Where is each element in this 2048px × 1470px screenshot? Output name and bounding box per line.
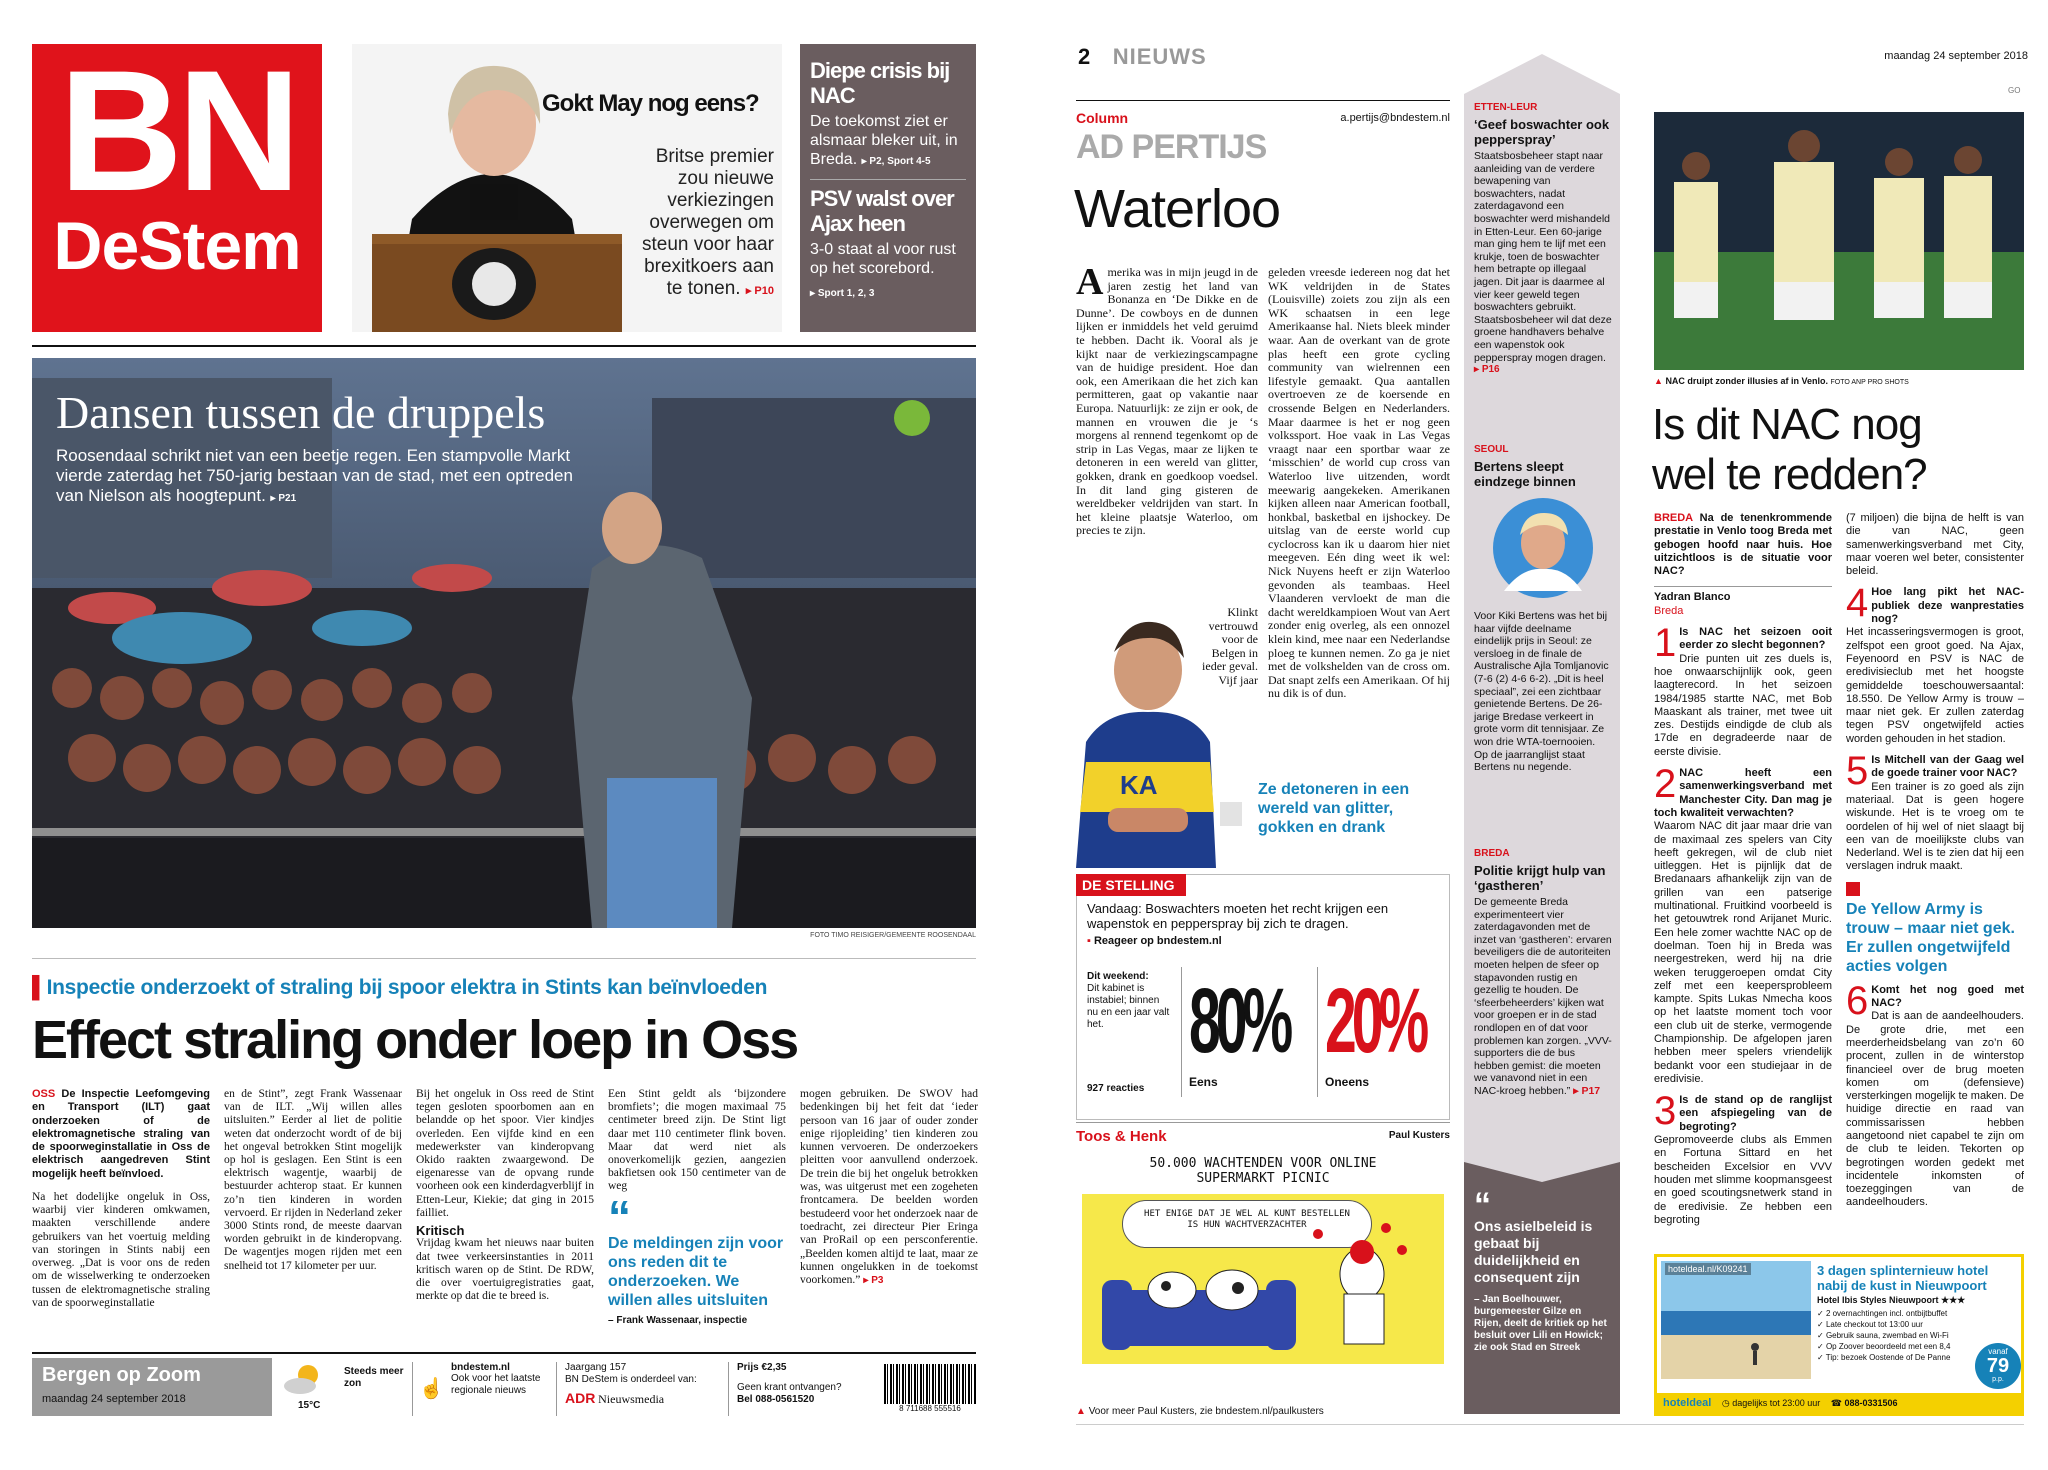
- temperature: 15°C: [298, 1400, 321, 1411]
- article-col2: en de Stint”, zegt Frank Wassenaar van de ILT. „Wij willen alles uitsluiten.” Eerder al liet de politie weten dat onderzocht wordt of de bij het ongeval betrokken Stint mogelijk op hol is geslagen. Een Stint is een elektrisch wagentje, waarbij de bestuurder achterop staat. Er kunnen zo’n tien kinderen in worden vervoerd. Er rijden in Nederland zeker 3000 Stints rond, de meeste daarvan worden gebruikt in de kinderopvang. De wagentjes mogen rijden met een snelheid tot 17 kilometer per uur.: [224, 1088, 402, 1272]
- sidebar-quote-text: Ons asielbeleid is gebaat bij duidelijkheid en consequent zijn: [1474, 1218, 1593, 1285]
- hand-pointer-icon: ☝: [419, 1378, 444, 1400]
- edition-name: Bergen op Zoom: [42, 1364, 201, 1386]
- couch-scene-image: [1082, 1194, 1444, 1364]
- column-text1: merika was in mijn jeugd in de jaren zestig het land van Bonanza en ‘De Dikke en de Dunne’. De cowboys en de dunnen lijken er inmiddels het veld geruimd te hebben. Dacht ik. Vooral als je kijkt naar de verkiezingscampagne van de huidige president. Hoe dan ook, een Amerikaan die het zich kan permitteren, gaat op vakantie naar Europa. Natuurlijk: ze zijn er ook, de mannen en vrouwen die je ‘s morgens al rennend tegenkomt op de strip in Las Vegas, maar ze lijken te detoneren in een wereld van glitter, gokken, drank en goedkoop voedsel. In dit land ging gisteren de wereldbeker veldrijden van start. In het kleine plaatsje Waterloo, om precies te zijn.: [1076, 266, 1258, 538]
- psv-teaser-title: PSV walst over Ajax heen: [810, 186, 954, 236]
- hero-photo[interactable]: [32, 358, 976, 928]
- ad-feature-text: Op Zoover beoordeeld met een 8,4: [1825, 1342, 1951, 1351]
- ad-feature-text: Late checkout tot 13:00 uur: [1825, 1320, 1923, 1329]
- nac-teaser-text: [810, 112, 966, 171]
- masthead-rule: [32, 345, 976, 347]
- stelling-react[interactable]: [1087, 935, 1439, 947]
- ad-phone: 088-0331506: [1844, 1398, 1898, 1408]
- may-ref: ▸ P10: [745, 285, 774, 297]
- website-text: Ook voor het laatste regionale nieuws: [451, 1373, 541, 1396]
- col3-subhead: Kritisch: [416, 1223, 465, 1239]
- ad-brand: hoteldeal: [1663, 1397, 1712, 1409]
- nac-col1: [1654, 512, 1832, 1232]
- comic-label: Toos & Henk: [1076, 1128, 1167, 1145]
- barcode-number: 8 711688 555516: [899, 1404, 961, 1413]
- weekend-label: Dit weekend:: [1087, 971, 1149, 982]
- caption-marker: ▲: [1654, 376, 1663, 386]
- lead-place: OSS: [32, 1088, 56, 1100]
- pullquote-block: [1220, 802, 1242, 826]
- columnist-photo: [1076, 612, 1216, 868]
- weather-box: [282, 1362, 402, 1416]
- kit-text: KA: [1120, 770, 1158, 800]
- col5-text: mogen gebruiken. De SWOV had bedenkingen bij het feit dat ‘ieder persoon van 16 jaar of ouder zonder enige rijopleiding’ tien kinderen zou kunnen vervoeren. De onderzoekers pleitten voor aanvullend onderzoek. De trein die bij het ongeluk betrokken was, was uitgerust met een zogeheten frontcamera. De beelden worden bestudeerd voor het onderzoek naar de toedracht, zei directeur Pier Eringa van ProRail op een persconferentie. „Beelden komen altijd te laat, maar ze kunnen ongelukken in de toekomst voorkomen.”: [800, 1088, 978, 1287]
- ad-feature-text: 2 overnachtingen incl. ontbijtbuffet: [1825, 1309, 1948, 1318]
- q-number-3: 3: [1654, 1089, 1677, 1134]
- barcode: [884, 1364, 976, 1416]
- col5-ref: ▸ P3: [863, 1275, 884, 1287]
- nac-col2: [1846, 512, 2024, 1232]
- ad-footer: [1657, 1393, 2021, 1413]
- publisher-box: [556, 1362, 724, 1416]
- pullquote-marker: [1846, 882, 1860, 896]
- edition-date: maandag 24 september 2018: [42, 1393, 186, 1405]
- stelling-label: DE STELLING: [1076, 874, 1186, 896]
- cyclist-portrait: [1076, 612, 1216, 868]
- item3-body: De gemeente Breda experimenteert vier zaterdagavonden met de inzet van ‘gastheren’: ervaren beveiligers die de autoriteiten moeten helpen de sfeer op stapavonden rustig en gezellig te houden. De ‘sfeerbeheerders’ kijken wat voor groepen er in de stad rondlopen en of dat voor problemen kan zorgen. „VVV-supporters die de bus hebben gemist: die moeten we vanavond niet in een NAC-kroeg hebben.”: [1474, 896, 1612, 1097]
- ad-hotel: Hotel Ibis Styles Nieuwpoort ★★★: [1817, 1295, 1966, 1305]
- article-col1: [32, 1088, 210, 1338]
- news-sidebar: [1464, 54, 1620, 1414]
- no-percentage: 20%: [1325, 970, 1425, 1072]
- item2-place: SEOUL: [1474, 444, 1509, 455]
- kicker-rule: [32, 958, 976, 959]
- publisher-logo: [565, 1392, 724, 1407]
- q-number-5: 5: [1846, 749, 1869, 794]
- partly-sunny-icon: [282, 1362, 326, 1396]
- q-number-6: 6: [1846, 978, 1869, 1023]
- item3-title: Politie krijgt hulp van ‘gastheren’: [1474, 863, 1606, 893]
- ad-title: 3 dagen splinternieuw hotel nabij de kust in Nieuwpoort: [1817, 1263, 1989, 1293]
- lead-text: De Inspectie Leefomgeving en Transport (ILT) gaat onderzoeken of de elektromagnetische straling van de spoorweginstallatie in Oss de elektrisch aangedreven Stint mogelijk heeft beïnvloed.: [32, 1088, 210, 1180]
- sidebar-quote: [1464, 1182, 1620, 1414]
- ad-feature: ✓ 2 overnachtingen incl. ontbijtbuffet: [1817, 1309, 1948, 1318]
- may-text: [638, 146, 774, 302]
- logo-line2: DeStem: [53, 208, 301, 284]
- col4-text: Een Stint geldt als ‘bijzondere bromfiets’; die mogen maximaal 75 centimeter breed zijn. De Stint ligt daar met 110 centimeter flink boven. Maar dat werd niet als onoverkomelijk gezien, aangezien bakfietsen ook 150 centimeter van de weg: [608, 1088, 786, 1193]
- author-rule: [1654, 586, 1832, 587]
- article-col4: [608, 1088, 786, 1338]
- kicker-marker: ▌: [32, 976, 47, 999]
- jaargang: Jaargang 157: [565, 1362, 627, 1373]
- column-rule: [1076, 100, 1450, 101]
- price-value: 79: [1986, 1355, 2010, 1377]
- a2: Waarom NAC dit jaar maar drie van de maximaal zes spelers van City heeft gekregen, wil de club niet uitleggen. Het is pijnlijk dat de Bredanaars afhankelijk zijn van de grillen van een patserige multinational. Fruitkind voorbeeld is het getouwtrek rond Arijanet Muric. Een hele zomer wachtte NAC op de doelman. Toen hij in Breda was neergestreken, werd hij na drie weken teruggeroepen omdat City zelf met een keepersprobleem kampte. Spits Lukas Nmecha koos op het laatste moment toch voor een club uit de sterke, vermogende Championship. De afgelopen jaren hebben meer spelers vriendelijk bedankt voor een studiejaar in de eredivisie.: [1654, 820, 1832, 1085]
- nac-photo[interactable]: [1654, 112, 2024, 370]
- may-text-body: Britse premier zou nieuwe verkiezingen overwegen om steun voor haar brexitkoers aan te tonen.: [641, 146, 774, 299]
- nac-author: Yadran Blanco: [1654, 591, 1731, 604]
- ad-feature: ✓ Op Zoover beoordeeld met een 8,4: [1817, 1342, 1951, 1351]
- ad-feature: ✓ Gebruik sauna, zwembad en Wi-Fi: [1817, 1331, 1949, 1340]
- b-intro: (7 miljoen) die bijna de helft is van die van NAC, geen samenwerkingsverband met City, maar voeren wel beter, consistenter beleid.: [1846, 512, 2024, 578]
- qa-4: [1846, 581, 2024, 746]
- react-marker: ▪: [1087, 935, 1091, 947]
- nac-lead-place: BREDA: [1654, 512, 1693, 524]
- page-code: GO: [2008, 86, 2021, 95]
- nac-ref-text: P2, Sport 4-5: [869, 156, 931, 167]
- hoteldeal-ad[interactable]: [1654, 1254, 2024, 1416]
- yes-percentage: 80%: [1189, 970, 1289, 1072]
- kicker[interactable]: [32, 976, 767, 1000]
- nac-author-place: Breda: [1654, 604, 1684, 617]
- price-unit: p.p.: [1992, 1376, 2004, 1383]
- weekend-text: Dit kabinet is instabiel; binnen nu en een jaar valt het.: [1087, 983, 1170, 1030]
- pull-quote-attribution: – Frank Wassenaar, inspectie: [608, 1314, 748, 1326]
- page-date: maandag 24 september 2018: [1884, 50, 2028, 62]
- q5: Is Mitchell van der Gaag wel de goede trainer voor NAC?: [1871, 754, 2024, 780]
- service-phone: Bel 088-0561520: [737, 1394, 815, 1405]
- item1-text: Staatsbosbeheer stapt naar aanleiding van de verdere bewapening van boswachters, nadat zaterdagavond een boswachter werd mishandeld in Etten-Leur. Een 60-jarige man ging hem te lijf met een krukje, toen de boswachter hem betrapte op illegaal jagen. Dit jaar is daarmee al vier keer geweld tegen boswachters gebruikt. Staatsbosbeheer wil dat deze groene handhavers behalve een wapenstok ook pepperspray mogen dragen.: [1474, 150, 1612, 364]
- page-number: 2: [1078, 44, 1091, 69]
- nac-players-image: [1654, 112, 2024, 370]
- item1-place: ETTEN-LEUR: [1474, 102, 1538, 113]
- qa-5: [1846, 749, 2024, 874]
- qa-1: [1654, 621, 1832, 759]
- qa-3: [1654, 1089, 1832, 1227]
- price: Prijs €2,35: [737, 1362, 787, 1373]
- part-of: BN DeStem is onderdeel van:: [565, 1374, 697, 1385]
- qa-6: [1846, 978, 2024, 1210]
- column-pullquote: Ze detoneren in een wereld van glitter, gokken en drank: [1258, 781, 1410, 836]
- beach-image: [1661, 1261, 1811, 1379]
- phone-icon: ☎: [1830, 1398, 1842, 1408]
- comic-rule: [1076, 1122, 1450, 1123]
- item3-place: BREDA: [1474, 848, 1510, 859]
- q4: Hoe lang pikt het NAC-publiek deze wanprestaties nog?: [1871, 586, 2024, 626]
- col5-ref-text: P3: [871, 1275, 884, 1287]
- poll-divider-2: [1317, 967, 1318, 1097]
- kicker-text: Inspectie onderzoekt of straling bij spoor elektra in Stints kan beïnvloeden: [46, 976, 768, 999]
- hero-title: Dansen tussen de druppels: [56, 387, 546, 438]
- item1-title: ‘Geef boswachter ook pepperspray’: [1474, 117, 1610, 147]
- concert-crowd-image: [32, 358, 976, 928]
- footer-rule: [32, 1352, 976, 1354]
- a3: Gepromoveerde clubs als Emmen en Fortuna Sittard en het bescheiden Excelsior en VVV houden met slimme koopmansgeest en goed scoutingsnetwerk stand in de eredivisie. Ze hebben een begroting: [1654, 1134, 1832, 1226]
- a1: Drie punten uit zes duels is, hoe onwaarschijnlijk ook, geen laagterecord. In het seizoen 1984/1985 startte NAC, met Bob Maaskant als trainer, met twee uit zes. Destijds eindigde de club als 17de en degradeerde naar de eerste divisie.: [1654, 652, 1832, 758]
- comic-author: Paul Kusters: [1388, 1130, 1450, 1141]
- q-number-4: 4: [1846, 581, 1869, 626]
- poll-divider: [1181, 967, 1182, 1097]
- ad-feature-text: Tip: bezoek Oostende of De Panne: [1825, 1353, 1951, 1362]
- nac-photo-caption: [1654, 376, 1909, 386]
- column-col1b: Klinkt vertrouwd voor de Belgen in ieder geval. Vijf jaar: [1202, 606, 1258, 687]
- hero-credit: FOTO TIMO REISIGER/GEMEENTE ROOSENDAAL: [810, 932, 976, 939]
- hero-ref: ▸ P21: [270, 493, 297, 504]
- col1-text: Na het dodelijke ongeluk in Oss, waarbij vier kinderen omkwamen, maakten verschillende andere gebruikers van het voertuig melding van storingen in Stints nabij een overweg. „Dat is voor ons de reden om de wisselwerking te onderzoeken tussen de elektromagnetische straling van de spoorweginstallatie: [32, 1191, 210, 1309]
- lead: [32, 1088, 210, 1181]
- a5: Een trainer is zo goed als zijn materiaal. Dat is geen hogere wiskunde. Het is te vroeg om te oordelen of hij wel of niet slaagt bij een van de moeilijkste clubs van Nederland. Wel is te zien dat hij een verslagen indruk maakt.: [1846, 780, 2024, 873]
- column-col1: [1076, 266, 1258, 602]
- column-email[interactable]: a.pertijs@bndestem.nl: [1340, 112, 1450, 124]
- q3: Is de stand op de ranglijst een afspiegeling van de begroting?: [1679, 1094, 1832, 1133]
- masthead-logo[interactable]: [32, 35, 322, 332]
- psv-teaser-ref: ▸ Sport 1, 2, 3: [810, 288, 875, 299]
- sidebar-item-etten-leur[interactable]: [1474, 102, 1612, 375]
- ad-feature: ✓ Late checkout tot 13:00 uur: [1817, 1320, 1923, 1329]
- nac-lead-text: Na de tenenkrommende prestatie in Venlo toog Breda met gebogen hoofd naar huis. Hoe uitzichtloos is de situatie voor NAC?: [1654, 512, 1832, 578]
- photo-credit: FOTO ANP PRO SHOTS: [1830, 379, 1909, 386]
- psv-ref-text: Sport 1, 2, 3: [817, 288, 875, 299]
- weekend-poll: [1087, 971, 1171, 1031]
- dropcap: A: [1076, 266, 1104, 303]
- may-photo[interactable]: [352, 44, 782, 332]
- stelling-text: Vandaag: Boswachters moeten het recht krijgen een wapenstok en pepperspray bij zich te dragen.: [1087, 901, 1389, 931]
- nac-headline[interactable]: Is dit NAC nog wel te redden?: [1652, 400, 1927, 499]
- sport-teasers[interactable]: [800, 44, 976, 332]
- comic-panel: [1082, 1156, 1444, 1366]
- weather-text: Steeds meer zon: [344, 1366, 404, 1389]
- comic-background: [1082, 1194, 1444, 1364]
- item3-ref: ▸ P17: [1573, 1084, 1601, 1097]
- caption-text: NAC druipt zonder illusies af in Venlo.: [1665, 376, 1828, 386]
- sidebar-item-seoul[interactable]: [1474, 444, 1612, 774]
- service-question: Geen krant ontvangen?: [737, 1382, 842, 1393]
- ad-hours: dagelijks tot 23:00 uur: [1732, 1398, 1821, 1408]
- q-number-1: 1: [1654, 621, 1677, 666]
- column-label: Column: [1076, 110, 1129, 126]
- stelling-box[interactable]: [1076, 874, 1450, 1120]
- nac-pullquote: De Yellow Army is trouw – maar niet gek. Er zullen ongetwijfeld acties volgen: [1846, 900, 2015, 975]
- nac-teaser-ref: ▸ P2, Sport 4-5: [861, 156, 931, 167]
- hero-text-body: Roosendaal schrikt niet van een beetje regen. Een stampvolle Markt vierde zaterdag het 750-jarig bestaan van de stad, met een optreden van Nielson als hoogtepunt.: [56, 446, 573, 505]
- hero-ref-text: P21: [278, 493, 297, 504]
- yes-label: Eens: [1189, 1075, 1218, 1089]
- react-text: Reageer op bndestem.nl: [1093, 935, 1222, 947]
- column-author: AD PERTIJS: [1076, 128, 1267, 166]
- ad-feature: ✓ Tip: bezoek Oostende of De Panne: [1817, 1353, 1951, 1362]
- may-title: Gokt May nog eens?: [542, 90, 759, 117]
- item3-text: [1474, 896, 1612, 1098]
- item2-title: Bertens sleept eindzege binnen: [1474, 459, 1576, 489]
- poll-no: [1325, 967, 1445, 1107]
- comic-footer-text: Voor meer Paul Kusters, zie bndestem.nl/paulkusters: [1088, 1406, 1324, 1417]
- bertens-photo: [1474, 495, 1612, 601]
- website-box[interactable]: [412, 1362, 552, 1416]
- nac-teaser-body: De toekomst ziet er alsmaar bleker uit, in Breda.: [810, 113, 958, 168]
- ad-feature-text: Gebruik sauna, zwembad en Wi-Fi: [1825, 1331, 1949, 1340]
- quote-notch: [1464, 1162, 1620, 1182]
- a4: Het incasseringsvermogen is groot, zelfspot een groot goed. Na Ajax, Feyenoord en PSV is NAC de eredivisieclub met het hoogste gemiddelde toeschouwersaantal: 18.550. De Yellow Army is trouw – maar niet gek. Er zullen zaterdag tegen PSV ongetwijfeld acties worden gehouden in het stadion.: [1846, 626, 2024, 745]
- col3-text: Bij het ongeluk in Oss reed de Stint tegen gesloten spoorbomen aan en belandde op het spoor. Vier kindjes overleden. Een vijfde kind en een medewerkster van kinderopvang Okido raakten zwaargewond. De eigenaresse van de opvang runde voorheen ook een kinderdagverblijf in Etten-Leur, Kiekie; dat ging in 2015 failliet.: [416, 1088, 594, 1219]
- teaser-divider: [810, 179, 966, 180]
- nac-lead: [1654, 512, 1832, 578]
- q-number-2: 2: [1654, 762, 1677, 807]
- pull-quote: De meldingen zijn voor ons reden dit te onderzoeken. We willen alles uitsluiten: [608, 1234, 784, 1309]
- poll-yes: [1189, 967, 1305, 1107]
- q2: NAC heeft een samenwerkingsverband met Manchester City. Dan mag je toch kwaliteit verwachten?: [1654, 767, 1832, 819]
- a6: Dat is aan de aandeelhouders. De grote drie, met een meerderheidsbelang van zo’n 60 procent, zullen in de winterstop financieel over de brug moeten komen om (defensieve) versterkingen mogelijk te maken. De huidige directie en raad van commissarissen hebben aangetoond niet capabel te zijn om de club te leiden. Tekorten op begrotingen worden gedekt met incidentele inkomsten of toezeggingen van de aandeelhouders.: [1846, 1010, 2024, 1209]
- clock-icon: ◷: [1721, 1398, 1730, 1408]
- nac-pullquote-box: [1846, 882, 2024, 976]
- nac-teaser-title: Diepe crisis bij NAC: [810, 58, 950, 108]
- website-url: bndestem.nl: [451, 1362, 510, 1373]
- column-pullquote-box: [1220, 780, 1448, 860]
- logo-line1: BN: [58, 35, 296, 227]
- page-bottom-rule: [1076, 1424, 2024, 1425]
- publisher-name: Nieuwsmedia: [598, 1392, 665, 1406]
- price-label: vanaf: [1988, 1347, 2008, 1356]
- bubble-text: HET ENIGE DAT JE WEL AL KUNT BESTELLEN IS HUN WACHTVERZACHTER: [1144, 1209, 1350, 1230]
- q1: Is NAC het seizoen ooit eerder zo slecht begonnen?: [1679, 626, 1832, 652]
- hero-text: [56, 446, 576, 509]
- may-ref-text: P10: [754, 285, 774, 297]
- section-name: NIEUWS: [1112, 44, 1207, 69]
- sidebar-top-notch: [1464, 54, 1620, 94]
- edition-box: [32, 1358, 272, 1416]
- comic-caption: 50.000 WACHTENDEN VOOR ONLINE SUPERMARKT PICNIC: [1149, 1156, 1377, 1186]
- col3b-text: Vrijdag kwam het nieuws naar buiten dat twee verkeersinstanties in 2011 kritisch waren op de Stint. De RDW, die over voertuigregistraties gaat, merkte op dat die te breed is.: [416, 1237, 594, 1303]
- column-title: Waterloo: [1074, 179, 1281, 239]
- q6: Komt het nog goed met NAC?: [1871, 983, 2024, 1010]
- publisher-logo-mark: ADR: [565, 1390, 596, 1406]
- quote-icon: “: [608, 1190, 631, 1243]
- ad-url: hoteldeal.nl/K09241: [1665, 1263, 1751, 1275]
- sidebar-quote-by: – Jan Boelhouwer, burgemeester Gilze en Rijen, deelt de kritiek op het besluit over Lili en Howick; zie ook Stad en Streek: [1474, 1294, 1607, 1353]
- item3-ref-text: P17: [1581, 1084, 1601, 1097]
- qa-2: [1654, 762, 1832, 1086]
- sidebar-item-breda[interactable]: [1474, 848, 1612, 1098]
- price-box: [728, 1362, 878, 1416]
- price-badge: [1975, 1343, 2021, 1389]
- quote-mark-icon: “: [1474, 1186, 1491, 1224]
- psv-teaser-text: 3-0 staat al voor rust op het scorebord.: [810, 241, 956, 277]
- reaction-count: 927 reacties: [1087, 1083, 1145, 1094]
- item1-ref: ▸ P16: [1474, 364, 1500, 376]
- main-headline[interactable]: Effect straling onder loep in Oss: [32, 1010, 798, 1070]
- column-body1: [1076, 266, 1258, 538]
- article-col3: [416, 1088, 594, 1338]
- item2-text: Voor Kiki Bertens was het bij haar vijfde deelname eindelijk prijs in Seoul: ze versloeg in de finale de Australische Ajla Tomljanovic (7-6 (2) 4-6 6-2). „Dit is heel speciaal”, zei een zichtbaar genietende Bertens. De 26-jarige Bredase verkeert in grote vorm dit tennisjaar. Ze won drie WTA-toernooien. Op de jaarranglijst staat Bertens nu negende.: [1474, 610, 1609, 774]
- comic-footer-marker: ▲: [1076, 1406, 1086, 1417]
- item1-ref-text: P16: [1481, 364, 1500, 376]
- column-col2: geleden vreesde iedereen nog dat het WK veldrijden in de States (Louisville) zoiets zou zijn als een WK schaatsen in een lege Amerikaanse hal. Niets bleek minder waar. Aan de overkant van de grote plas heeft een grote cycling community van wielrennen een lifestyle gemaakt. Qua aantallen overtroeven ze de koersende en crossende Belgen en Nederlanders. Maar daarmee is het er nog geen volkssport. Hoe vaak in Las Vegas vraagt naar een sportbar waar ze ‘misschien’ de world cup cross van Waterloo live uitzenden, wordt meewarig aangekeken. Amerikanen kijken alleen naar American football, honkbal, basketbal en ijshockey. De uitslag van de eerste world cup cyclocross kan ik u daarom hier niet meegeven. Eén ding weet ik wel: Nick Nuyens heeft er zijn Waterloo gevonden als teambaas. Heel Vlaanderen vervloekt de man die dacht wereldkampioen Wout van Aert zonder enig overleg, als een onnozel klein kind, mee naar een Nederlandse ploeg te kunnen nemen. Zo ga je niet met de volkshelden van de cross om. Dat snapt zelfs een Amerikaan. Of hij nu dik is of dun.: [1268, 266, 1450, 701]
- comic-footer[interactable]: [1076, 1406, 1324, 1417]
- article-col5: [800, 1088, 978, 1338]
- barcode-bars: [884, 1364, 976, 1404]
- no-label: Oneens: [1325, 1075, 1370, 1089]
